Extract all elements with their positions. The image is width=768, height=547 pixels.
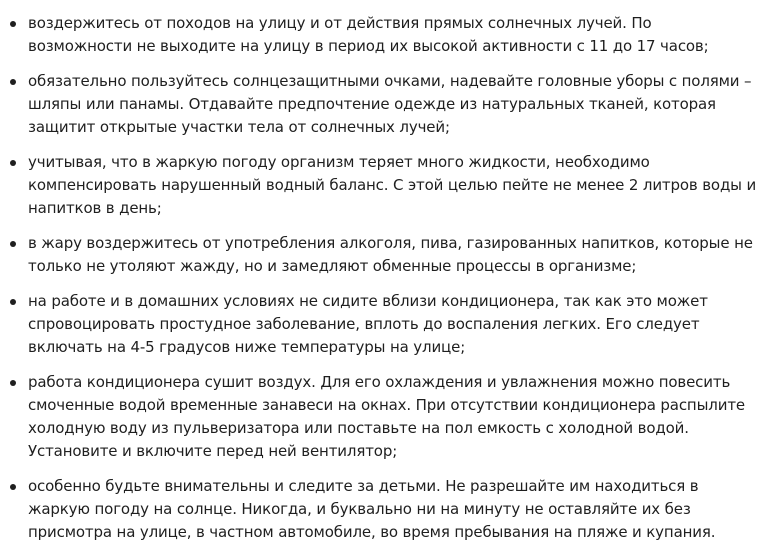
list-item xyxy=(8,371,758,463)
list-item xyxy=(8,475,758,544)
list-item-text: обязательно пользуйтесь солнцезащитными очками, надевайте головные уборы с полями – шляпы или панамы. Отдавайте предпочтение одежде из натуральных тканей, которая защитит открытые участки тела от солнечных лучей; xyxy=(28,72,752,136)
list-item xyxy=(8,151,758,220)
bullet-icon xyxy=(10,21,16,27)
list-item-text: работа кондиционера сушит воздух. Для его охлаждения и увлажнения можно повесить смоченные водой временные занавеси на окнах. При отсутствии кондиционера распылите холодную воду из пульверизатора или поставьте на пол емкость с холодной водой. Установите и включите перед ней вентилятор; xyxy=(28,373,745,460)
list-item xyxy=(8,12,758,58)
bullet-icon xyxy=(10,79,16,85)
list-item-text: в жару воздержитесь от употребления алкоголя, пива, газированных напитков, которые не только не утоляют жажду, но и замедляют обменные процессы в организме; xyxy=(28,234,753,275)
list-item-text: воздержитесь от походов на улицу и от действия прямых солнечных лучей. По возможности не выходите на улицу в период их высокой активности с 11 до 17 часов; xyxy=(28,14,709,55)
list-item xyxy=(8,290,758,359)
bullet-icon xyxy=(10,160,16,166)
list-item xyxy=(8,70,758,139)
bullet-icon xyxy=(10,241,16,247)
bullet-icon xyxy=(10,299,16,305)
bullet-icon xyxy=(10,380,16,386)
advice-list xyxy=(8,12,758,544)
list-item-text: учитывая, что в жаркую погоду организм теряет много жидкости, необходимо компенсировать нарушенный водный баланс. С этой целью пейте не менее 2 литров воды и напитков в день; xyxy=(28,153,757,217)
list-item-text: на работе и в домашних условиях не сидите вблизи кондиционера, так как это может спровоцировать простудное заболевание, вплоть до воспаления легких. Его следует включать на 4-5 градусов ниже температуры на улице; xyxy=(28,292,708,356)
bullet-icon xyxy=(10,484,16,490)
list-item-text: особенно будьте внимательны и следите за детьми. Не разрешайте им находиться в жаркую погоду на солнце. Никогда, и буквально ни на минуту не оставляйте их без присмотра на улице, в частном автомобиле, во время пребывания на пляже и купания. xyxy=(28,477,716,541)
list-item xyxy=(8,232,758,278)
